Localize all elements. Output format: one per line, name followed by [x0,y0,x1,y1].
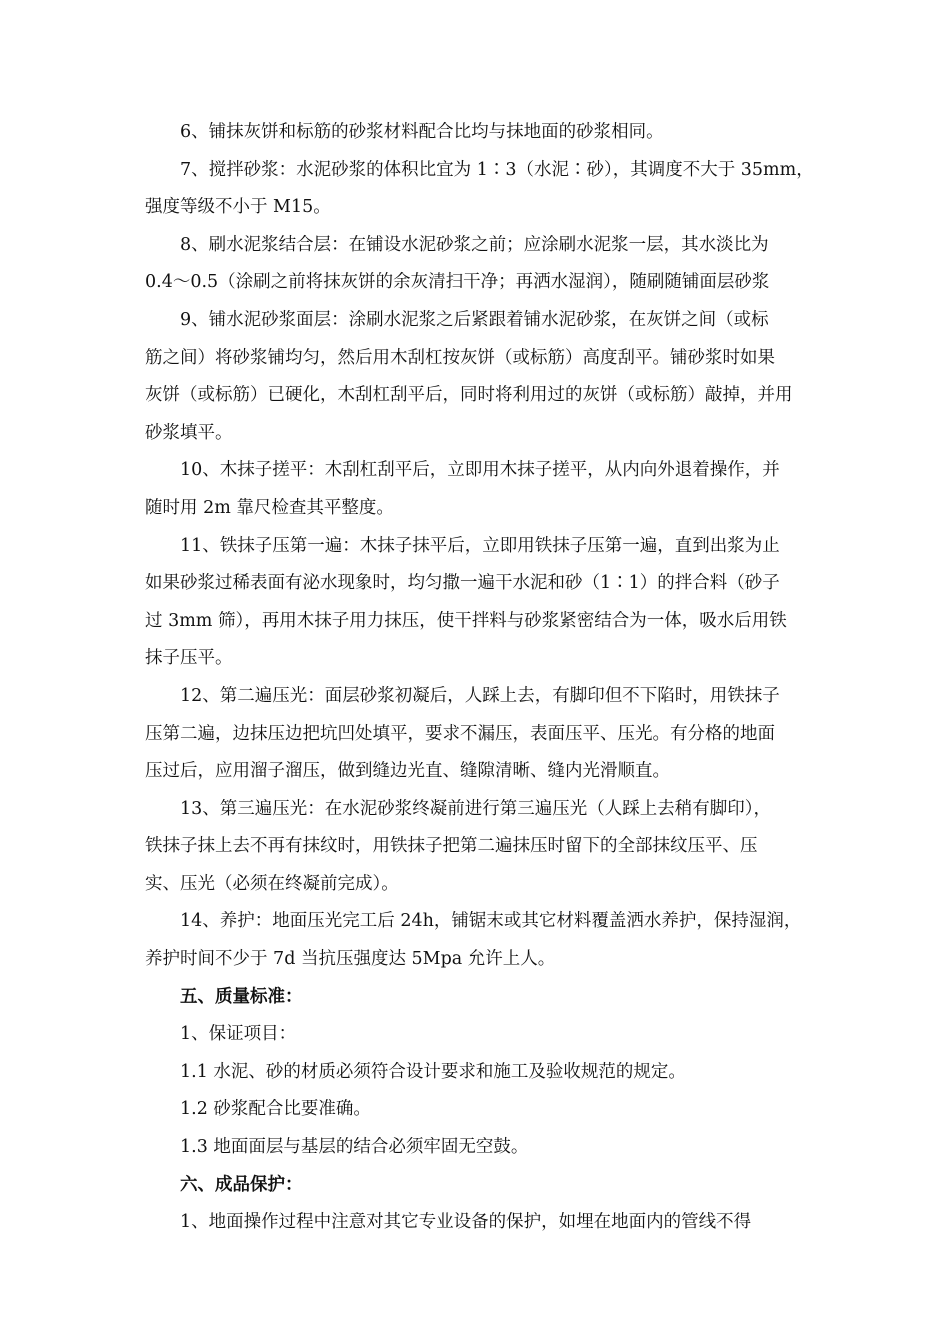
text-line-item-9: 9、铺水泥砂浆面层：涂刷水泥浆之后紧跟着铺水泥砂浆，在灰饼之间（或标 [180,309,769,330]
text-line-item-14: 14、养护：地面压光完工后 24h，铺锯末或其它材料覆盖洒水养护，保持湿润， [180,911,802,932]
text-line-item-12: 12、第二遍压光：面层砂浆初凝后，人踩上去，有脚印但不下陷时，用铁抹子 [180,685,780,706]
text-line-item-11-cont-1: 如果砂浆过稀表面有泌水现象时，均匀撒一遍干水泥和砂（1∶1）的拌合料（砂子 [145,573,780,594]
text-line-item-9-cont-2: 灰饼（或标筋）已硬化，木刮杠刮平后，同时将利用过的灰饼（或标筋）敲掉，并用 [145,385,793,406]
text-line-1-1: 1.1 水泥、砂的材质必须符合设计要求和施工及验收规范的规定。 [180,1061,686,1082]
document-body [145,114,835,1242]
text-line-1-3: 1.3 地面面层与基层的结合必须牢固无空鼓。 [180,1137,529,1158]
text-line-item-13-cont-2: 实、压光（必须在终凝前完成）。 [145,873,399,894]
text-line-item-8: 8、刷水泥浆结合层：在铺设水泥砂浆之前；应涂刷水泥浆一层，其水淡比为 [180,234,769,255]
text-line-item-11-cont-3: 抹子压平。 [145,648,233,669]
text-line-item-11: 11、铁抹子压第一遍：木抹子抹平后，立即用铁抹子压第一遍，直到出浆为止 [180,535,780,556]
text-line-item-6: 6、铺抹灰饼和标筋的砂浆材料配合比均与抹地面的砂浆相同。 [180,122,664,142]
section-heading-quality: 五、质量标准： [180,986,303,1007]
text-line-item-14-cont: 养护时间不少于 7d 当抗压强度达 5Mpa 允许上人。 [145,949,556,970]
text-line-item-7-cont: 强度等级不小于 M15。 [145,197,331,218]
text-line-guarantee: 1、保证项目： [180,1024,297,1045]
text-line-protection-1: 1、地面操作过程中注意对其它专业设备的保护，如埋在地面内的管线不得 [180,1212,752,1233]
text-line-item-11-cont-2: 过 3mm 筛），再用木抹子用力抹压，使干拌料与砂浆紧密结合为一体，吸水后用铁 [145,610,787,631]
text-line-item-12-cont-1: 压第二遍，边抹压边把坑凹处填平，要求不漏压，表面压平、压光。有分格的地面 [145,723,775,744]
text-line-item-10-cont: 随时用 2m 靠尺检查其平整度。 [145,497,394,518]
text-line-item-13: 13、第三遍压光：在水泥砂浆终凝前进行第三遍压光（人踩上去稍有脚印）， [180,798,772,819]
section-heading-protection: 六、成品保护： [180,1174,303,1195]
text-line-item-7: 7、搅拌砂浆：水泥砂浆的体积比宜为 1∶3（水泥∶砂），其调度不大于 35mm， [180,159,814,180]
text-line-item-13-cont-1: 铁抹子抹上去不再有抹纹时，用铁抹子把第二遍抹压时留下的全部抹纹压平、压 [145,836,758,857]
text-line-1-2: 1.2 砂浆配合比要准确。 [180,1099,371,1120]
text-line-item-9-cont-1: 筋之间）将砂浆铺均匀，然后用木刮杠按灰饼（或标筋）高度刮平。铺砂浆时如果 [145,347,775,368]
text-line-item-10: 10、木抹子搓平：木刮杠刮平后，立即用木抹子搓平，从内向外退着操作，并 [180,460,780,481]
text-line-item-9-cont-3: 砂浆填平。 [145,422,233,443]
text-line-item-12-cont-2: 压过后，应用溜子溜压，做到缝边光直、缝隙清晰、缝内光滑顺直。 [145,761,670,782]
text-line-item-8-cont: 0.4～0.5（涂刷之前将抹灰饼的余灰清扫干净；再洒水湿润），随刷随铺面层砂浆 [145,272,770,293]
